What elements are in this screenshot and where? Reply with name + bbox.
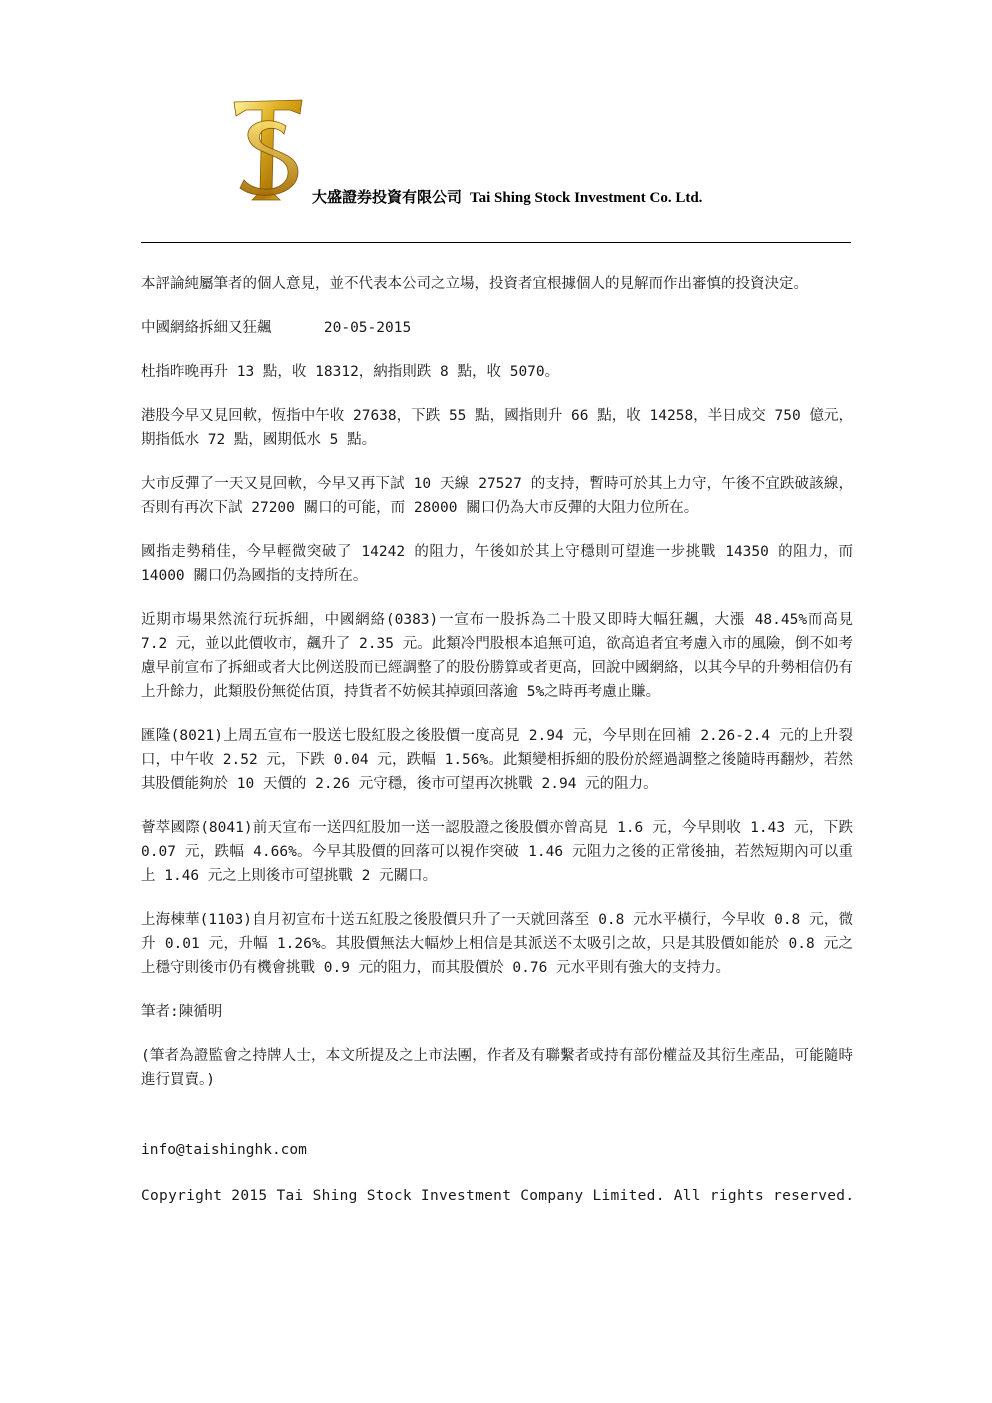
article-date: 20-05-2015 [323,320,412,336]
paragraph-1: 杜指昨晚再升 13 點，收 18312，納指則跌 8 點，收 5070。 [141,364,560,380]
company-name-en: Tai Shing Stock Investment Co. Ltd. [470,190,703,206]
article-title: 中國網絡拆細又狂飆 [141,320,272,336]
paragraph-8: 上海棟華(1103)自月初宣布十送五紅股之後股價只升了一天就回落至 0.8 元水平橫行，今早收 0.8 元，微升 0.01 元，升幅 1.26%。其股價無法大幅炒上相信是其派送不太吸引之故，只是其股價如能於 0.8 元之上穩守則後市仍有機會挑戰 0.9 元的阻力，而其股價於 0.76 元水平則有強大的支持力。 [141,912,853,976]
article-heading [141,316,853,340]
contact-email[interactable]: info@taishinghk.com [141,1142,307,1158]
copyright: Copyright 2015 Tai Shing Stock Investment Company Limited. All rights reserved. [141,1188,855,1204]
paragraph-3: 大市反彈了一天又見回軟，今早又再下試 10 天線 27527 的支持，暫時可於其上力守，午後不宜跌破該線，否則有再次下試 27200 關口的可能，而 28000 關口仍為大市反彈的大阻力位所在。 [141,476,853,516]
paragraph-7: 薈萃國際(8041)前天宣布一送四紅股加一送一認股證之後股價亦曾高見 1.6 元，今早則收 1.43 元，下跌 0.07 元，跌幅 4.66%。今早其股價的回落可以視作突破 1.46 元阻力之後的正常後抽，若然短期內可以重上 1.46 元之上則後市可望挑戰 2 元關口。 [141,820,853,884]
paragraph-6: 匯隆(8021)上周五宣布一股送七股紅股之後股價一度高見 2.94 元，今早則在回補 2.26-2.4 元的上升裂口，中午收 2.52 元，下跌 0.04 元，跌幅 1.56%。此類變相拆細的股份於經過調整之後隨時再翻炒，若然其股價能夠於 10 天價的 2.26 元守穩，後市可望再次挑戰 2.94 元的阻力。 [141,728,853,792]
author: 筆者:陳循明 [141,1004,223,1020]
paragraph-5: 近期市場果然流行玩拆細，中國網絡(0383)一宣布一股拆為二十股又即時大幅狂飆，大漲 48.45%而高見 7.2 元，並以此價收市，飆升了 2.35 元。此類冷門股根本追無可追，欲高追者宜考慮入市的風險，倒不如考慮早前宣布了拆細或者大比例送股而已經調整了的股份勝算或者更高，回說中國網絡，以其今早的升勢相信仍有上升餘力，此類股份無從估頂，持貨者不妨候其掉頭回落逾 5%之時再考慮止賺。 [141,612,853,700]
author-note: (筆者為證監會之持牌人士，本文所提及之上市法團，作者及有聯繫者或持有部份權益及其衍生產品，可能隨時進行買賣。) [141,1048,853,1088]
paragraph-2: 港股今早又見回軟，恆指中午收 27638，下跌 55 點，國指則升 66 點，收 14258，半日成交 750 億元，期指低水 72 點，國期低水 5 點。 [141,408,853,448]
disclaimer: 本評論純屬筆者的個人意見，並不代表本公司之立場，投資者宜根據個人的見解而作出審慎的投資決定。 [141,276,808,292]
paragraph-4: 國指走勢稍佳，今早輕微突破了 14242 的阻力，午後如於其上守穩則可望進一步挑戰 14350 的阻力，而 14000 關口仍為國指的支持所在。 [141,544,853,584]
ts-gold-logo-icon [228,96,308,204]
header-divider [141,242,851,243]
company-name [312,186,702,207]
document-body [141,272,853,1228]
company-name-zh: 大盛證券投資有限公司 [312,190,463,206]
